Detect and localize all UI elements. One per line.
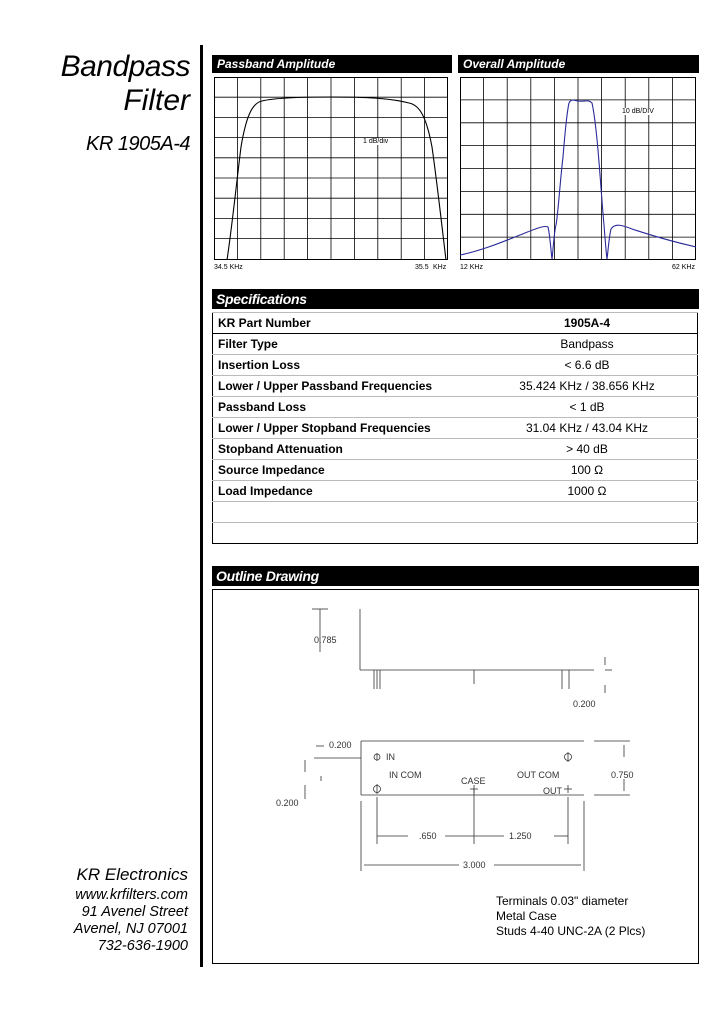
overall-plot xyxy=(460,77,696,260)
spec-value: < 6.6 dB xyxy=(502,355,698,376)
part-number-value: 1905A-4 xyxy=(502,313,698,334)
spec-value xyxy=(502,523,698,544)
spec-value xyxy=(502,502,698,523)
pin-in-com-label: IN COM xyxy=(389,770,422,780)
spec-value: 31.04 KHz / 43.04 KHz xyxy=(502,418,698,439)
passband-x-start: 34.5 KHz xyxy=(214,264,243,271)
overall-grid xyxy=(460,77,696,260)
passband-x-end: 35.5 xyxy=(415,264,429,271)
dim-stud: 0.200 xyxy=(573,699,596,709)
spec-label xyxy=(213,523,503,544)
part-number-label: KR Part Number xyxy=(213,313,503,334)
spec-value: Bandpass xyxy=(502,334,698,355)
dim-pin-offset: 0.200 xyxy=(276,798,299,808)
outline-drawing-title: Outline Drawing xyxy=(212,566,699,586)
dim-edge: 0.200 xyxy=(329,740,352,750)
spec-value: < 1 dB xyxy=(502,397,698,418)
table-row xyxy=(213,502,698,523)
outline-notes xyxy=(496,894,645,939)
table-row xyxy=(213,355,698,376)
passband-plot xyxy=(214,77,448,260)
spec-value: 35.424 KHz / 38.656 KHz xyxy=(502,376,698,397)
dim-pitch2: 1.250 xyxy=(509,831,532,841)
spec-label: Source Impedance xyxy=(213,460,503,481)
spec-label: Lower / Upper Passband Frequencies xyxy=(213,376,503,397)
table-row xyxy=(213,418,698,439)
company-name: KR Electronics xyxy=(76,865,188,884)
overall-x-start: 12 KHz xyxy=(460,264,483,271)
passband-x-unit: KHz xyxy=(433,264,447,271)
pin-case-label: CASE xyxy=(461,776,486,786)
table-row xyxy=(213,397,698,418)
spec-label: Stopband Attenuation xyxy=(213,439,503,460)
spec-label: Filter Type xyxy=(213,334,503,355)
model-number: KR 1905A-4 xyxy=(86,133,190,155)
spec-label xyxy=(213,502,503,523)
note-case: Metal Case xyxy=(496,909,557,923)
note-terminals: Terminals 0.03" diameter xyxy=(496,894,629,908)
overall-x-end: 62 KHz xyxy=(672,264,695,271)
overall-scale-label: 10 dB/DIV xyxy=(622,108,654,115)
dim-pitch1: .650 xyxy=(419,831,437,841)
table-row xyxy=(213,439,698,460)
dim-height: 0.785 xyxy=(314,635,337,645)
company-city: Avenel, NJ 07001 xyxy=(73,921,188,937)
spec-value: > 40 dB xyxy=(502,439,698,460)
spec-value: 1000 Ω xyxy=(502,481,698,502)
spec-label: Lower / Upper Stopband Frequencies xyxy=(213,418,503,439)
spec-value: 100 Ω xyxy=(502,460,698,481)
title-line1: Bandpass xyxy=(60,50,190,83)
title-line2: Filter xyxy=(123,84,190,117)
pin-out-label: OUT xyxy=(543,786,562,796)
overall-plot-title: Overall Amplitude xyxy=(458,55,699,73)
spec-label: Passband Loss xyxy=(213,397,503,418)
pin-in-label: IN xyxy=(386,752,395,762)
table-row xyxy=(213,460,698,481)
spec-label: Insertion Loss xyxy=(213,355,503,376)
dim-width: 0.750 xyxy=(611,770,634,780)
table-row xyxy=(213,376,698,397)
note-studs: Studs 4-40 UNC-2A (2 Plcs) xyxy=(496,924,646,938)
table-row xyxy=(213,334,698,355)
spec-label: Load Impedance xyxy=(213,481,503,502)
company-street: 91 Avenel Street xyxy=(81,904,188,920)
specifications-table xyxy=(212,312,698,544)
specifications-title: Specifications xyxy=(212,289,699,309)
company-web: www.krfilters.com xyxy=(75,887,188,903)
passband-scale-label: 1 dB/div xyxy=(363,138,389,145)
table-header-row xyxy=(213,313,698,334)
pin-out-com-label: OUT COM xyxy=(517,770,560,780)
passband-plot-title: Passband Amplitude xyxy=(212,55,452,73)
dim-length: 3.000 xyxy=(463,860,486,870)
passband-curve xyxy=(227,97,446,260)
table-row xyxy=(213,523,698,544)
outline-drawing xyxy=(212,589,699,889)
column-divider xyxy=(200,45,203,967)
table-row xyxy=(213,481,698,502)
company-phone: 732-636-1900 xyxy=(97,938,188,954)
